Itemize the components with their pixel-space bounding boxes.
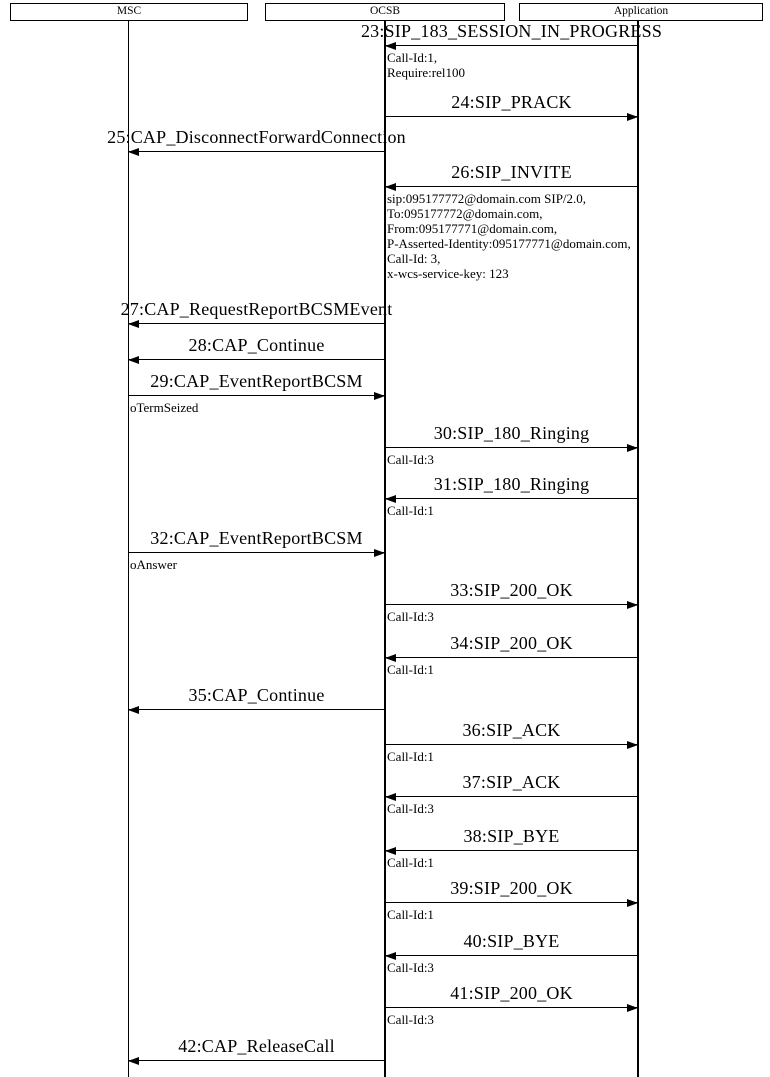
message-23-label: 23:SIP_183_SESSION_IN_PROGRESS	[360, 21, 663, 41]
message-35-arrow	[128, 709, 385, 710]
message-40-notes	[387, 960, 434, 975]
arrowhead-right-icon	[627, 113, 638, 121]
arrowhead-right-icon	[627, 601, 638, 609]
message-36-arrow	[385, 744, 638, 745]
participant-box-ocsb	[265, 3, 505, 21]
note-line: Call-Id: 3,	[387, 251, 441, 266]
message-37-label: 37:SIP_ACK	[462, 772, 561, 792]
message-25-arrow	[128, 151, 385, 152]
arrowhead-right-icon	[374, 549, 385, 557]
message-38-arrow	[385, 850, 638, 851]
message-29-notes	[130, 400, 198, 415]
note-line: Call-Id:1	[387, 662, 434, 677]
message-35-label: 35:CAP_Continue	[188, 685, 325, 705]
message-39-label: 39:SIP_200_OK	[450, 878, 573, 898]
message-33-label: 33:SIP_200_OK	[450, 580, 573, 600]
note-line: Call-Id:1	[387, 749, 434, 764]
arrowhead-left-icon	[385, 183, 396, 191]
note-line: Require:rel100	[387, 65, 465, 80]
message-30-notes	[387, 452, 434, 467]
arrowhead-right-icon	[627, 899, 638, 907]
participant-label-ocsb: OCSB	[369, 5, 401, 17]
lifeline-msc	[128, 20, 129, 1077]
arrowhead-left-icon	[385, 42, 396, 50]
message-26-notes	[387, 191, 631, 281]
message-38-notes	[387, 855, 434, 870]
note-line: Call-Id:3	[387, 452, 434, 467]
message-31-label: 31:SIP_180_Ringing	[433, 474, 590, 494]
message-38-label: 38:SIP_BYE	[463, 826, 560, 846]
note-line: x-wcs-service-key: 123	[387, 266, 509, 281]
message-41-arrow	[385, 1007, 638, 1008]
message-23-arrow	[385, 45, 638, 46]
message-27-label: 27:CAP_RequestReportBCSMEvent	[120, 299, 393, 319]
message-29-arrow	[128, 395, 385, 396]
message-39-notes	[387, 907, 434, 922]
message-32-label: 32:CAP_EventReportBCSM	[150, 528, 363, 548]
arrowhead-left-icon	[385, 952, 396, 960]
note-line: sip:095177772@domain.com SIP/2.0,	[387, 191, 587, 206]
arrowhead-right-icon	[374, 392, 385, 400]
note-line: Call-Id:1,	[387, 50, 438, 65]
note-line: Call-Id:1	[387, 503, 434, 518]
message-33-notes	[387, 609, 434, 624]
message-24-label: 24:SIP_PRACK	[451, 92, 572, 112]
message-36-notes	[387, 749, 434, 764]
note-line: From:095177771@domain.com,	[387, 221, 558, 236]
note-line: To:095177772@domain.com,	[387, 206, 543, 221]
participant-label-application: Application	[613, 5, 669, 17]
arrowhead-left-icon	[385, 495, 396, 503]
message-36-label: 36:SIP_ACK	[462, 720, 561, 740]
message-25-label: 25:CAP_DisconnectForwardConnection	[107, 127, 406, 147]
arrowhead-left-icon	[385, 847, 396, 855]
note-line: Call-Id:1	[387, 907, 434, 922]
message-41-label: 41:SIP_200_OK	[450, 983, 573, 1003]
message-34-arrow	[385, 657, 638, 658]
message-39-arrow	[385, 902, 638, 903]
message-32-arrow	[128, 552, 385, 553]
message-30-arrow	[385, 447, 638, 448]
message-26-label: 26:SIP_INVITE	[451, 162, 572, 182]
note-line: Call-Id:3	[387, 1012, 434, 1027]
note-line: oTermSeized	[130, 400, 199, 415]
arrowhead-right-icon	[627, 1004, 638, 1012]
message-30-label: 30:SIP_180_Ringing	[433, 423, 590, 443]
note-line: Call-Id:3	[387, 960, 434, 975]
message-41-notes	[387, 1012, 434, 1027]
message-26-arrow	[385, 186, 638, 187]
arrowhead-left-icon	[128, 1057, 139, 1065]
message-40-label: 40:SIP_BYE	[463, 931, 560, 951]
message-34-notes	[387, 662, 434, 677]
participant-label-msc: MSC	[116, 5, 142, 17]
lifeline-application	[637, 20, 638, 1077]
note-line: Call-Id:1	[387, 855, 434, 870]
participant-box-msc	[10, 3, 248, 21]
message-34-label: 34:SIP_200_OK	[450, 633, 573, 653]
message-32-notes	[130, 557, 177, 572]
arrowhead-left-icon	[128, 706, 139, 714]
message-31-arrow	[385, 498, 638, 499]
message-37-arrow	[385, 796, 638, 797]
message-40-arrow	[385, 955, 638, 956]
message-29-label: 29:CAP_EventReportBCSM	[150, 371, 363, 391]
note-line: oAnswer	[130, 557, 177, 572]
message-37-notes	[387, 801, 434, 816]
message-27-arrow	[128, 323, 385, 324]
arrowhead-left-icon	[128, 148, 139, 156]
message-28-arrow	[128, 359, 385, 360]
note-line: Call-Id:3	[387, 801, 434, 816]
note-line: P-Asserted-Identity:095177771@domain.com,	[387, 236, 631, 251]
arrowhead-left-icon	[385, 793, 396, 801]
message-24-arrow	[385, 116, 638, 117]
arrowhead-right-icon	[627, 444, 638, 452]
message-42-arrow	[128, 1060, 385, 1061]
message-33-arrow	[385, 604, 638, 605]
message-31-notes	[387, 503, 434, 518]
arrowhead-right-icon	[627, 741, 638, 749]
participant-box-application	[519, 3, 763, 21]
note-line: Call-Id:3	[387, 609, 434, 624]
arrowhead-left-icon	[385, 654, 396, 662]
message-28-label: 28:CAP_Continue	[188, 335, 325, 355]
arrowhead-left-icon	[128, 356, 139, 364]
arrowhead-left-icon	[128, 320, 139, 328]
message-23-notes	[387, 50, 465, 80]
message-42-label: 42:CAP_ReleaseCall	[178, 1036, 335, 1056]
